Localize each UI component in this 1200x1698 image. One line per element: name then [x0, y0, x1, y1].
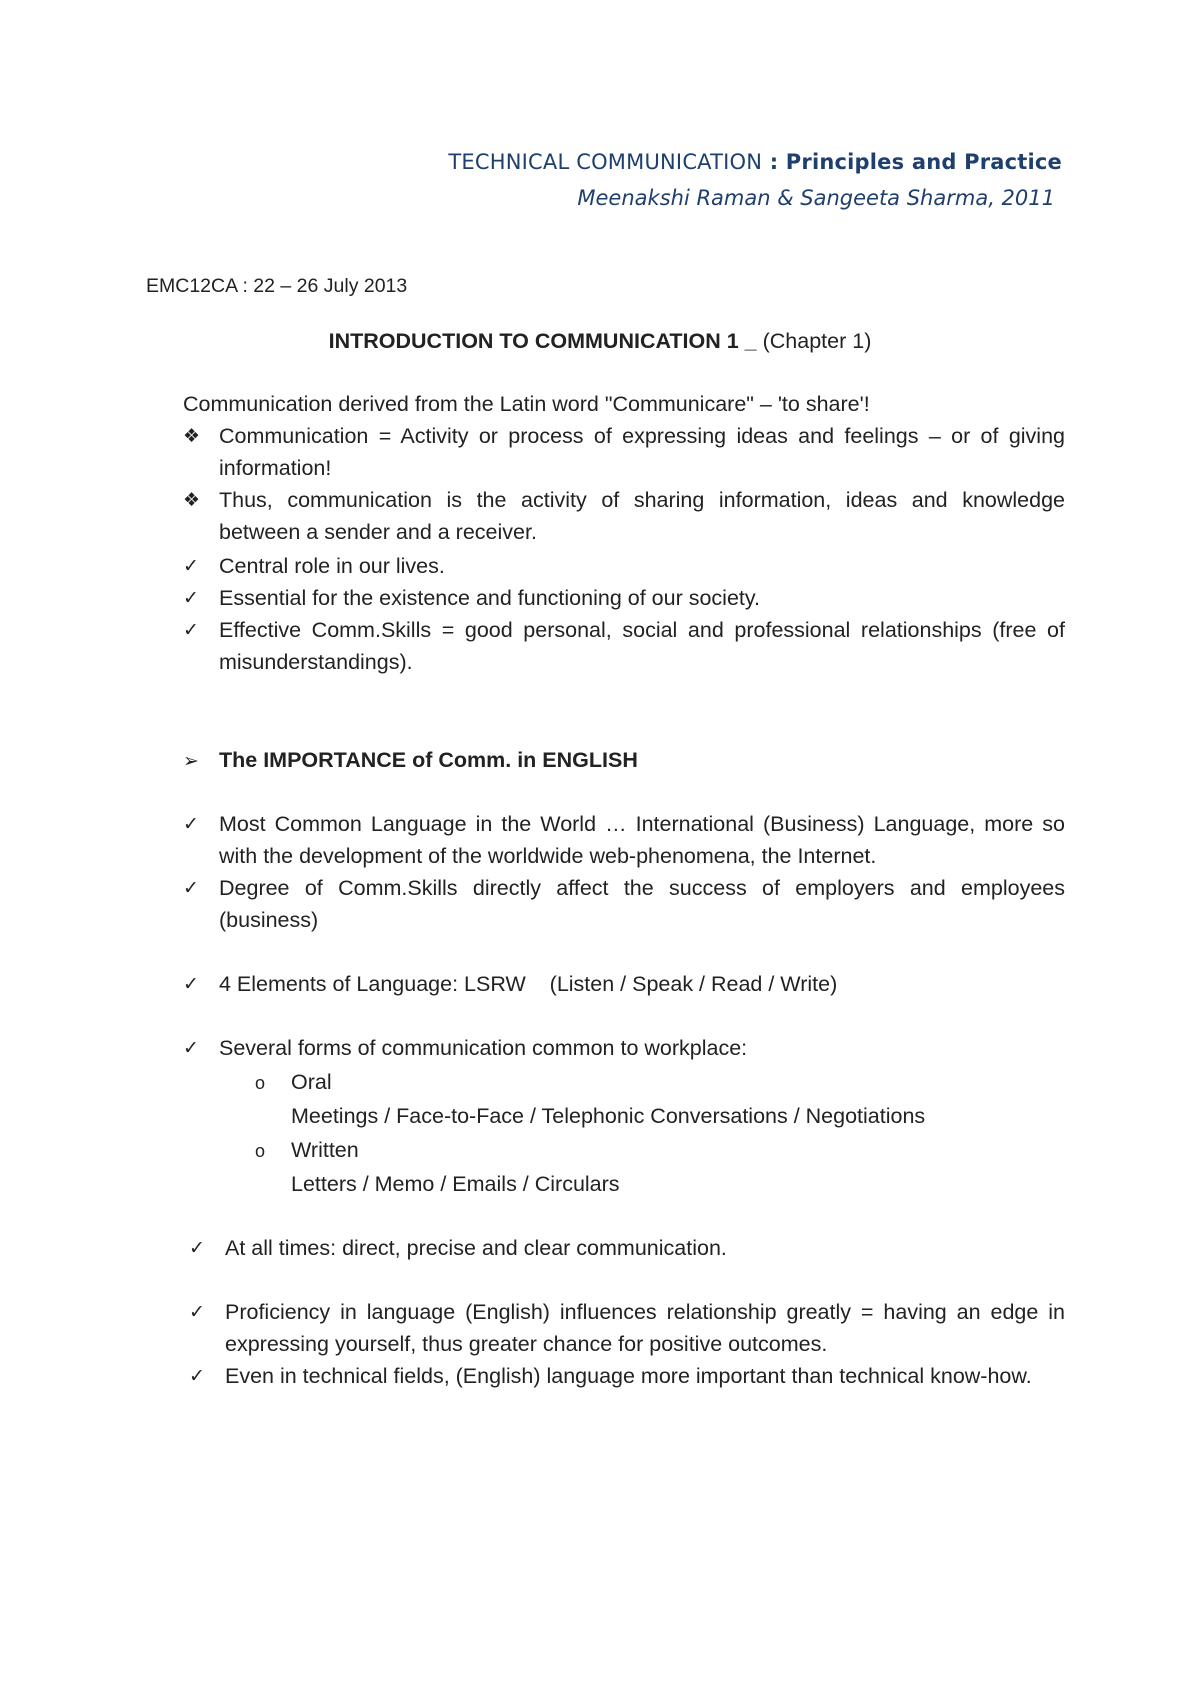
- book-title-main: TECHNICAL COMMUNICATION: [448, 150, 763, 174]
- list-item-text: Several forms of communication common to workplace:: [219, 1036, 748, 1060]
- check-icon: ✓: [183, 587, 199, 609]
- book-title: [448, 150, 1062, 174]
- check-icon: ✓: [189, 1237, 205, 1259]
- arrow-bullet-icon: ➢: [183, 750, 199, 772]
- list-item-text: Degree of Comm.Skills directly affect the success of employers and employees (business): [219, 876, 1065, 932]
- diamond-bullet-icon: ❖: [183, 489, 201, 511]
- form-detail: Meetings / Face-to-Face / Telephonic Conversations / Negotiations: [291, 1104, 926, 1128]
- list-item: [183, 582, 1065, 614]
- book-title-subtitle: : Principles and Practice: [762, 150, 1062, 174]
- check-icon: ✓: [189, 1365, 205, 1387]
- sub-list-item: [255, 1066, 332, 1099]
- form-name: Oral: [291, 1070, 332, 1094]
- check-icon: ✓: [183, 555, 199, 577]
- list-item-text: Central role in our lives.: [219, 554, 445, 578]
- list-item-text: At all times: direct, precise and clear communication.: [225, 1236, 727, 1260]
- section-title: The IMPORTANCE of Comm. in ENGLISH: [219, 748, 638, 772]
- heading-bold: INTRODUCTION TO COMMUNICATION 1 _: [328, 329, 757, 353]
- diamond-bullet-icon: ❖: [183, 425, 201, 447]
- list-item: [183, 614, 1065, 678]
- list-item: [183, 420, 1065, 484]
- circle-bullet-icon: o: [255, 1141, 266, 1161]
- check-icon: ✓: [183, 1037, 199, 1059]
- course-line: EMC12CA : 22 – 26 July 2013: [146, 275, 408, 297]
- list-item-text: Effective Comm.Skills = good personal, social and professional relationships (free of misunderstandings).: [219, 618, 1065, 674]
- section-heading: [183, 744, 638, 777]
- list-item: [183, 550, 1065, 582]
- circle-bullet-icon: o: [255, 1073, 266, 1093]
- list-item: [183, 872, 1065, 936]
- document-heading: [0, 325, 1200, 357]
- list-item: [183, 484, 1065, 548]
- list-item-text: Most Common Language in the World … International (Business) Language, more so with the development of the worldwide web-phenomena, the Internet.: [219, 812, 1065, 868]
- check-icon: ✓: [183, 877, 199, 899]
- list-item: [189, 1296, 1065, 1360]
- list-item: [189, 1232, 1065, 1264]
- heading-chapter: (Chapter 1): [756, 329, 872, 353]
- form-detail: Letters / Memo / Emails / Circulars: [291, 1172, 620, 1196]
- check-icon: ✓: [183, 619, 199, 641]
- list-item-text: Communication = Activity or process of expressing ideas and feelings – or of giving information!: [219, 424, 1065, 480]
- list-item: [183, 968, 1065, 1000]
- form-name: Written: [291, 1138, 359, 1162]
- sub-list-item: [255, 1134, 359, 1167]
- list-item-text: Thus, communication is the activity of sharing information, ideas and knowledge between a sender and a receiver.: [219, 488, 1065, 544]
- list-item-text: Essential for the existence and functioning of our society.: [219, 586, 760, 610]
- intro-paragraph: Communication derived from the Latin word "Communicare" – 'to share'!: [183, 392, 870, 416]
- list-item: [189, 1360, 1065, 1392]
- list-item-text: Even in technical fields, (English) language more important than technical know-how.: [225, 1364, 1032, 1388]
- check-icon: ✓: [183, 973, 199, 995]
- check-icon: ✓: [189, 1301, 205, 1323]
- list-item: [183, 808, 1065, 872]
- check-icon: ✓: [183, 813, 199, 835]
- list-item-text: Proficiency in language (English) influences relationship greatly = having an edge in expressing yourself, thus greater chance for positive outcomes.: [225, 1300, 1065, 1356]
- list-item-text: 4 Elements of Language: LSRW (Listen / Speak / Read / Write): [219, 972, 838, 996]
- book-authors: Meenakshi Raman & Sangeeta Sharma, 2011: [577, 186, 1055, 210]
- list-item: [183, 1032, 1065, 1064]
